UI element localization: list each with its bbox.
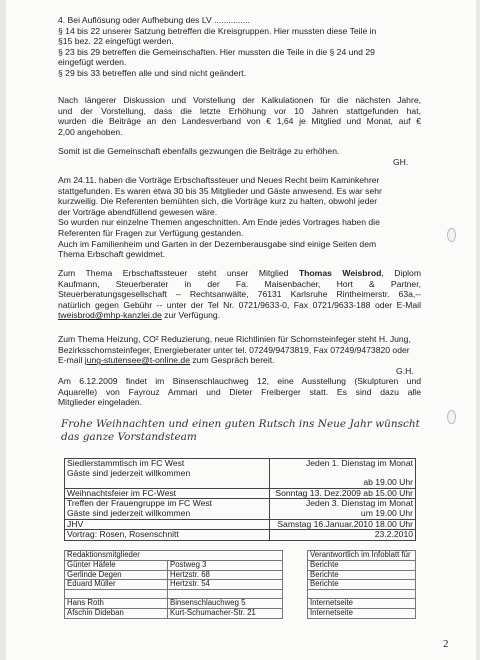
event-row: Siedlerstammtisch im FC West Gäste sind jederzeit willkommen Jeden 1. Dienstag im Monat ab 19.00 Uhr [65, 459, 416, 489]
signature-gh: GH. [393, 157, 409, 167]
christmas-greeting: Frohe Weihnachten und einen guten Rutsch ins Neue Jahr wünscht das ganze Vorstandsteam [61, 418, 420, 443]
editors-table [64, 550, 416, 619]
tax-email-link[interactable]: tweisbrod@mhp-kanzlei.de [58, 310, 162, 321]
section-4-line: § 23 bis 29 betreffen die Gemeinschaften. Hier mussten die Teile in die § 24 und 29 [58, 46, 375, 57]
heating-email-link[interactable]: jung-stutensee@t-online.de [84, 355, 190, 366]
editor-row: Eduard Müller Hertzstr. 54 Berichte [65, 580, 416, 590]
section-4-heading: 4. Bei Auflösung oder Aufhebung des LV ............... [58, 15, 250, 25]
event-row: Treffen der Frauengruppe im FC West Gäste sind jederzeit willkommen Jeden 3. Dienstag im Monat um 19.00 Uhr [65, 499, 416, 519]
event-row: Weihnachtsfeier im FC-West Sonntag 13. Dez.2009 ab 15.00 Uhr [65, 488, 416, 499]
events-table [64, 458, 416, 541]
tax-contact-paragraph: Zum Thema Erbschaftssteuer steht unser Mitglied Thomas Weisbrod, Diplom Kaufmann, Steuerberater in der Fa. Maisenbacher, Hort & Partner, Steuerberatungsgesellschaft – Rechtsanwälte, 76131 Karlsruhe Rintheimerstr. 63a,-- natürlich gegen Gebühr -- unter der Tel Nr. 0721/9633-0, Fax 0721/9633-188 oder E-Mail tweisbrod@mhp-kanzlei.de zur Verfügung. [58, 268, 421, 321]
exhibition-paragraph: Am 6.12.2009 findet im Binsenschlauchweg 12, eine Ausstellung (Skulpturen und Aquarelle) von Fayrouz Ammari und Dieter Freiberger statt. Es sind dazu alle Mitglieder eingeladen. [58, 376, 421, 408]
punch-hole-bottom [447, 410, 456, 424]
contact-name: Thomas Weisbrod [298, 268, 382, 278]
heating-paragraph: Zum Thema Heizung, CO² Reduzierung, neue Richtlinien für Schornsteinfeger steht H. Jung, Bezirksschornsteinfeger, Energieberater unter tel. 07249/9473819, Fax 07249/9473820 oder E-mail jung-stutensee@t-online.de zum Gespräch bereit. [58, 334, 411, 366]
editor-row: Hans Roth Binsenschlauchweg 5 Internetseite [65, 599, 416, 609]
document-page [6, 0, 476, 660]
event-row: Vortrag: Rosen, Rosenschnitt 23.2.2010 [65, 530, 416, 541]
editors-header-row: Redaktionsmitglieder Verantwortlich im Infoblatt für [65, 551, 416, 561]
punch-hole-top [447, 228, 456, 242]
event-row: JHV Samstag 16.Januar.2010 18.00 Uhr [65, 519, 416, 530]
community-line: Somit ist die Gemeinschaft ebenfalls gezwungen die Beiträge zu erhöhen. [58, 146, 340, 156]
page-number: 2 [443, 638, 449, 650]
signature-gh-2: G.H. [396, 366, 414, 376]
section-4-line: eingefügt werden. [58, 57, 127, 68]
editor-row: Günter Häfele Postweg 3 Berichte [65, 560, 416, 570]
section-4-line: § 29 bis 33 betreffen alle und sind nicht geändert. [58, 67, 247, 78]
talks-paragraph: Am 24.11. haben die Vorträge Erbschaftssteuer und Neues Recht beim Kaminkehrer stattgefunden. Es waren etwa 30 bis 35 Mitglieder und Gäste anwesend. Es war sehr kurzweilig. Die Referenten bemühten sich, die Vorträge kurz zu halten, obwohl jeder der Vorträge abendfüllend gewesen wäre. So wurden nur einzelne Themen angeschnitten. Am Ende jedes Vortrages haben die Referenten für Fragen zur Verfügung gestanden. Auch im Familienheim und Garten in der Dezemberausgabe sind einige Seiten dem Thema Erbschaft gewidmet. [58, 175, 382, 260]
editor-row: Gerlinde Degen Hertzstr. 68 Berichte [65, 570, 416, 580]
discussion-paragraph: Nach längerer Diskussion und Vorstellung der Kalkulationen für die nächsten Jahre, und der Vorstellung, dass die letzte Erhöhung vor 10 Jahren stattgefunden hat, wurden die Beiträge an den Landesverband von € 1,64 je Mitglied und Monat, auf € 2,00 angehoben. [58, 95, 421, 137]
editor-row: Afschin Dideban Kurt-Schumacher-Str. 21 Internetseite [65, 608, 416, 618]
section-4-line: §15 bez. 22 eingefügt werden. [58, 36, 174, 47]
section-4 [58, 15, 376, 79]
section-4-line: § 14 bis 22 unserer Satzung betreffen die Kreisgruppen. Hier mussten diese Teile in [58, 25, 377, 36]
